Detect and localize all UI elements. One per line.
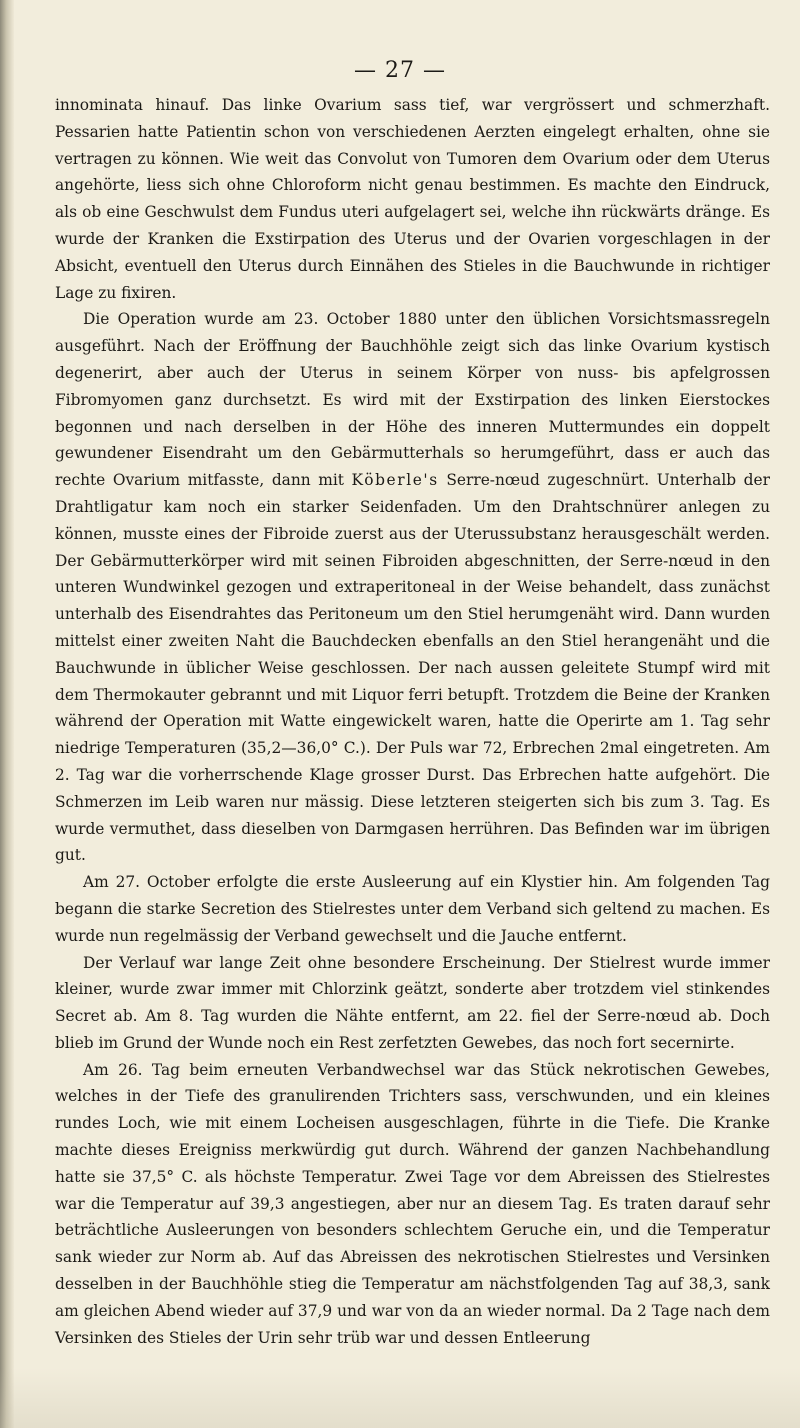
- paragraph: [55, 306, 770, 869]
- paragraph-text: Serre-nœud zugeschnürt. Unterhalb der Drahtligatur kam noch ein starker Seidenfaden. Um den Drahtschnürer anlegen zu können, musste eines der Fibroide zuerst aus der Uterussubstanz herausgeschält werden. Der Gebärmutterkörper wird mit seinen Fibroiden abgeschnitten, der Serre-nœud in den unteren Wundwinkel gezogen und extraperitoneal in der Weise behandelt, dass zunächst unterhalb des Eisendrahtes das Peritoneum um den Stiel herumgenäht wird. Dann wurden mittelst einer zweiten Naht die Bauchdecken ebenfalls an den Stiel herangenäht und die Bauchwunde in üblicher Weise geschlossen. Der nach aussen geleitete Stumpf wird mit dem Thermokauter gebrannt und mit Liquor ferri betupft. Trotzdem die Beine der Kranken während der Operation mit Watte eingewickelt waren, hatte die Operirte am 1. Tag sehr niedrige Temperaturen (35,2—36,0° C.). Der Puls war 72, Erbrechen 2mal eingetreten. Am 2. Tag war die vorherrschende Klage grosser Durst. Das Erbrechen hatte aufgehört. Die Schmerzen im Leib waren nur mässig. Diese letzteren steigerten sich bis zum 3. Tag. Es wurde vermuthet, dass dieselben von Darmgasen herrühren. Das Befinden war im übrigen gut.: [55, 471, 770, 865]
- paragraph: [55, 1057, 770, 1352]
- paragraph-text: Am 27. October erfolgte die erste Ausleerung auf ein Klystier hin. Am folgenden Tag begann die starke Secretion des Stielrestes unter dem Verband sich geltend zu machen. Es wurde nun regelmässig der Verband gewechselt und die Jauche entfernt.: [55, 873, 770, 945]
- paragraph-text: Am 26. Tag beim erneuten Verbandwechsel war das Stück nekrotischen Gewebes, welches in der Tiefe des granulirenden Trichters sass, verschwunden, und ein kleines rundes Loch, wie mit einem Locheisen ausgeschlagen, führte in die Tiefe. Die Kranke machte dieses Ereigniss merkwürdig gut durch. Während der ganzen Nachbehandlung hatte sie 37,5° C. als höchste Temperatur. Zwei Tage vor dem Abreissen des Stielrestes war die Temperatur auf 39,3 angestiegen, aber nur an diesem Tag. Es traten darauf sehr beträchtliche Ausleerungen von besonders schlechtem Geruche ein, und die Temperatur sank wieder zur Norm ab. Auf das Abreissen des nekrotischen Stielrestes und Versinken desselben in der Bauchhöhle stieg die Temperatur am nächstfolgenden Tag auf 38,3, sank am gleichen Abend wieder auf 37,9 und war von da an wieder normal. Da 2 Tage nach dem Versinken des Stieles der Urin sehr trüb war und dessen Entleerung: [55, 1060, 770, 1347]
- page-number: — 27 —: [354, 58, 446, 83]
- page-binding-edge: [0, 0, 14, 1428]
- body-text: [55, 92, 770, 1351]
- paragraph: [55, 869, 770, 949]
- paragraph-text: Der Verlauf war lange Zeit ohne besondere Erscheinung. Der Stielrest wurde immer kleiner, wurde zwar immer mit Chlorzink geätzt, sonderte aber trotzdem viel stinkendes Secret ab. Am 8. Tag wurden die Nähte entfernt, am 22. fiel der Serre-nœud ab. Doch blieb im Grund der Wunde noch ein Rest zerfetzten Gewebes, das noch fort secernirte.: [55, 953, 770, 1052]
- page-bottom-shadow: [0, 1368, 800, 1428]
- paragraph: [55, 950, 770, 1057]
- spaced-name: Köberle's: [351, 471, 439, 490]
- paragraph-text: innominata hinauf. Das linke Ovarium sass tief, war vergrössert und schmerzhaft. Pessarien hatte Patientin schon von verschiedenen Aerzten eingelegt erhalten, ohne sie vertragen zu können. Wie weit das Convolut von Tumoren dem Ovarium oder dem Uterus angehörte, liess sich ohne Chloroform nicht genau bestimmen. Es machte den Eindruck, als ob eine Geschwulst dem Fundus uteri aufgelagert sei, welche ihn rückwärts dränge. Es wurde der Kranken die Exstirpation des Uterus und der Ovarien vorgeschlagen in der Absicht, eventuell den Uterus durch Einnähen des Stieles in die Bauchwunde in richtiger Lage zu fixiren.: [55, 96, 770, 302]
- paragraph-text: Die Operation wurde am 23. October 1880 unter den üblichen Vorsichtsmassregeln ausgeführt. Nach der Eröffnung der Bauchhöhle zeigt sich das linke Ovarium kystisch degenerirt, aber auch der Uterus in seinem Körper von nuss- bis apfelgrossen Fibromyomen ganz durchsetzt. Es wird mit der Exstirpation des linken Eierstockes begonnen und nach derselben in der Höhe des inneren Muttermundes ein doppelt gewundener Eisendraht um den Gebärmutterhals so herumgeführt, dass er auch das rechte Ovarium mitfasste, dann mit: [55, 310, 770, 490]
- paragraph: [55, 92, 770, 306]
